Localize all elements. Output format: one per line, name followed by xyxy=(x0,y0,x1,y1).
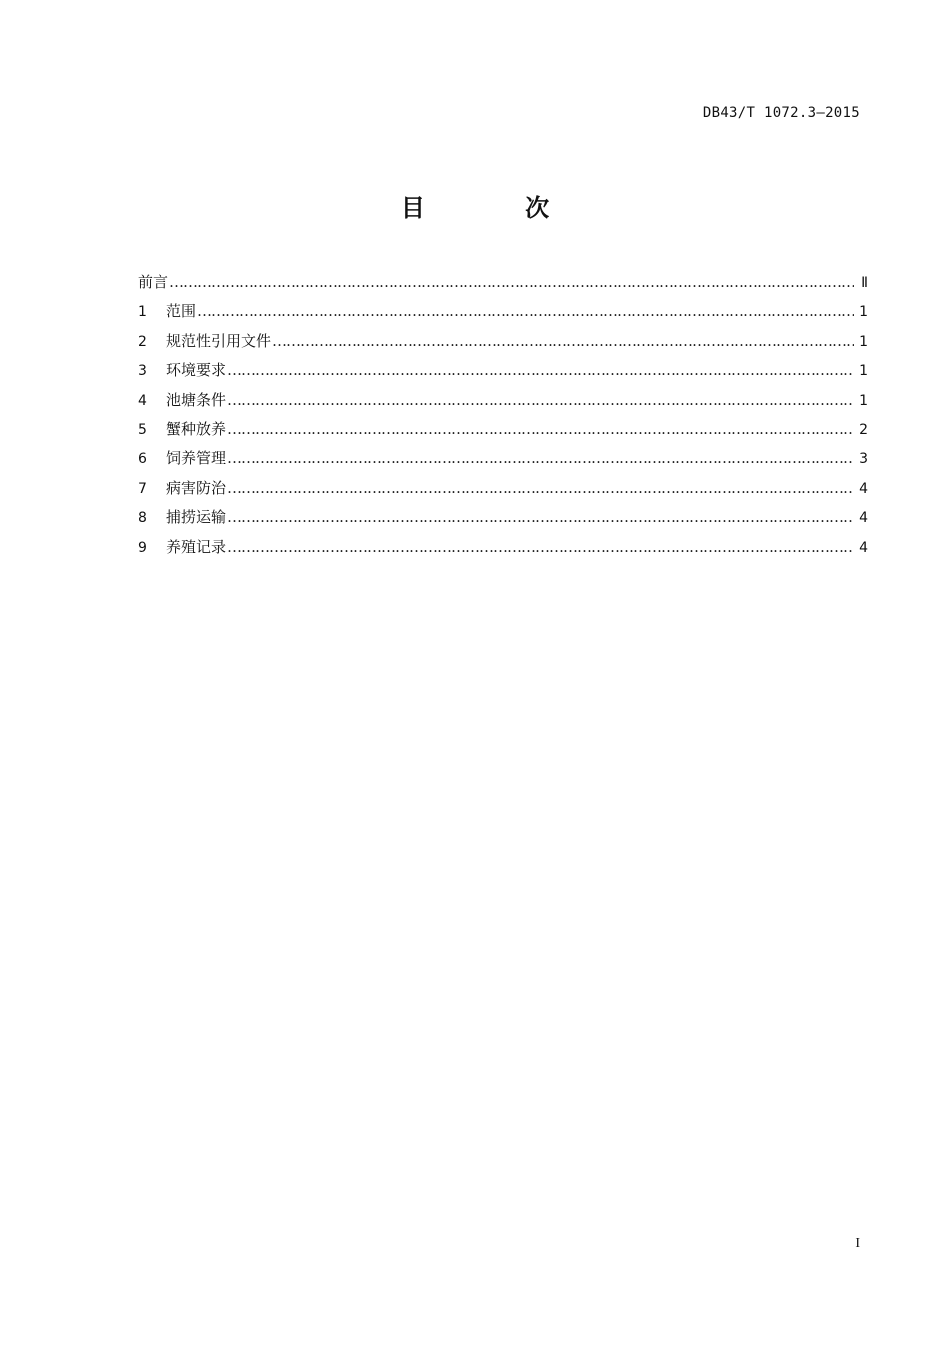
toc-entry-number: 7 xyxy=(138,480,147,497)
toc-entry-page: 1 xyxy=(859,304,868,321)
toc-entry-label: 范围 xyxy=(166,302,197,321)
toc-entry-page: 3 xyxy=(859,451,868,468)
toc-entry-page: 4 xyxy=(859,539,868,556)
toc-entry-3[interactable] xyxy=(138,356,868,385)
toc-leader-dots xyxy=(227,444,854,473)
document-code: DB43/T 1072.3—2015 xyxy=(702,105,860,121)
toc-entry-label: 池塘条件 xyxy=(166,390,227,409)
toc-entry-number: 2 xyxy=(138,333,147,350)
toc-leader-dots xyxy=(272,327,854,356)
toc-leader-dots xyxy=(197,297,854,326)
toc-entry-7[interactable] xyxy=(138,474,868,503)
toc-entry-number: 9 xyxy=(138,539,147,556)
toc-entry-4[interactable] xyxy=(138,386,868,415)
toc-entry-label: 蟹种放养 xyxy=(166,419,227,438)
toc-leader-dots xyxy=(227,386,854,415)
toc-entry-number: 1 xyxy=(138,304,147,321)
toc-entry-foreword[interactable] xyxy=(138,268,868,297)
toc-entry-9[interactable] xyxy=(138,533,868,562)
toc-entry-page: 1 xyxy=(859,363,868,380)
toc-entry-page: 1 xyxy=(859,333,868,350)
toc-leader-dots xyxy=(227,356,854,385)
toc-entry-page: 2 xyxy=(859,421,868,438)
toc-entry-page: Ⅱ xyxy=(861,275,868,291)
toc-leader-dots xyxy=(227,474,854,503)
toc-entry-label: 病害防治 xyxy=(166,478,227,497)
toc-leader-dots xyxy=(227,533,854,562)
toc-entry-label: 前言 xyxy=(138,273,169,291)
toc-entry-number: 4 xyxy=(138,392,147,409)
toc-entry-number: 8 xyxy=(138,510,147,527)
toc-entry-label: 环境要求 xyxy=(166,361,227,380)
toc-entry-number: 5 xyxy=(138,421,147,438)
toc-leader-dots xyxy=(169,268,854,297)
toc-entry-5[interactable] xyxy=(138,415,868,444)
toc-entry-6[interactable] xyxy=(138,444,868,473)
toc-entry-page: 1 xyxy=(859,392,868,409)
toc-entry-8[interactable] xyxy=(138,503,868,532)
toc-entry-label: 捕捞运输 xyxy=(166,508,227,527)
toc-leader-dots xyxy=(227,503,854,532)
toc-entry-label: 饲养管理 xyxy=(166,449,227,468)
toc-entry-2[interactable] xyxy=(138,327,868,356)
toc-entry-label: 规范性引用文件 xyxy=(166,331,272,350)
table-of-contents xyxy=(138,268,868,562)
page-number: I xyxy=(855,1236,860,1251)
toc-entry-page: 4 xyxy=(859,480,868,497)
toc-entry-number: 3 xyxy=(138,363,147,380)
toc-entry-number: 6 xyxy=(138,451,147,468)
toc-title: 目 次 xyxy=(400,194,596,222)
toc-entry-1[interactable] xyxy=(138,297,868,326)
toc-entry-page: 4 xyxy=(859,510,868,527)
toc-entry-label: 养殖记录 xyxy=(166,537,227,556)
toc-leader-dots xyxy=(227,415,854,444)
